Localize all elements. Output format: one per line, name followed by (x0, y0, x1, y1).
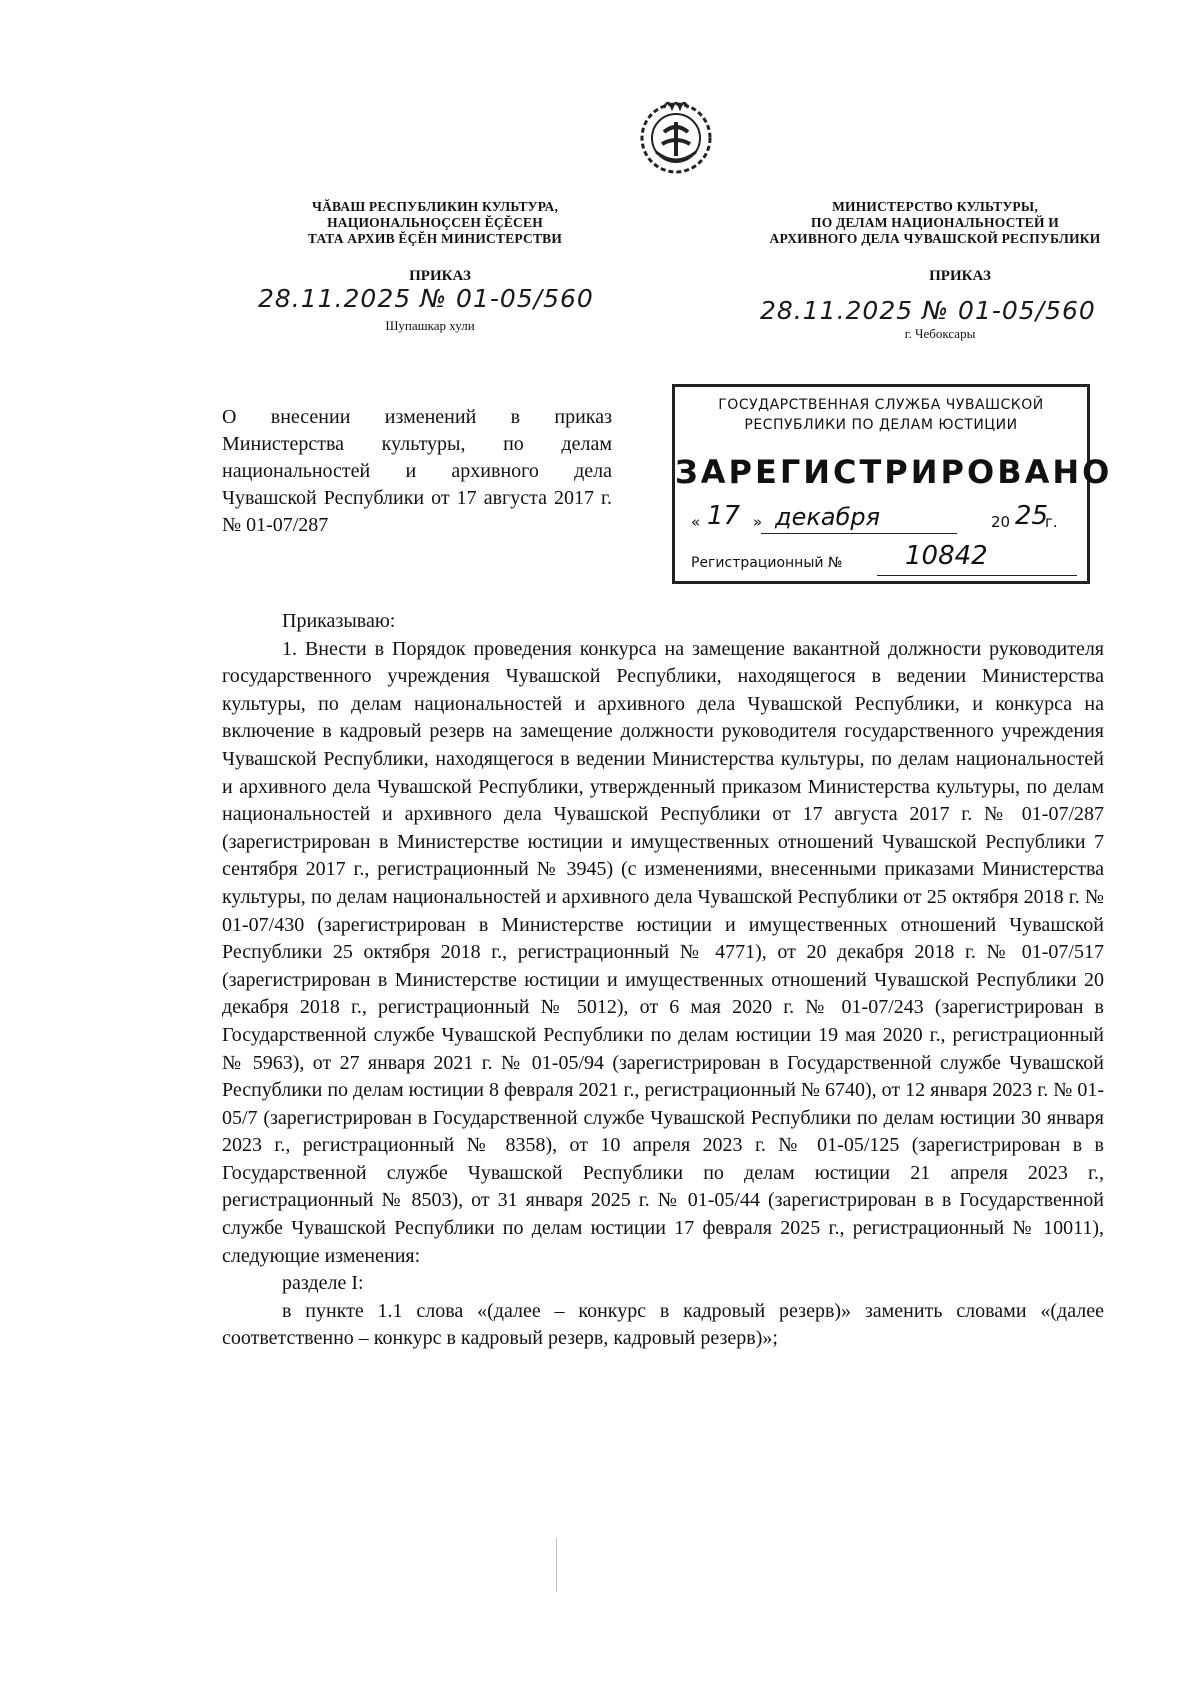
city-left: Шупашкар хули (385, 318, 475, 333)
stamp-month-handwritten: декабря (775, 503, 881, 531)
stamp-quote-open: « (691, 513, 701, 531)
document-body (222, 608, 1104, 1353)
stamp-day-handwritten: 17 (707, 501, 741, 531)
header-left-line: НАЦИОНАЛЬНОÇСЕН ĔÇĔСЕН (327, 215, 543, 230)
stamp-reg-number-handwritten: 10842 (905, 541, 988, 571)
header-right-line: АРХИВНОГО ДЕЛА ЧУВАШСКОЙ РЕСПУБЛИКИ (769, 231, 1101, 246)
header-left-line: ТАТА АРХИВ ĔÇĔН МИНИСТЕРСТВИ (307, 231, 563, 246)
stamp-authority-line1: ГОСУДАРСТВЕННАЯ СЛУЖБА ЧУВАШСКОЙ (718, 397, 1044, 413)
registration-stamp (672, 384, 1113, 584)
stamp-date-underline (761, 533, 957, 534)
paragraph-amendment: в пункте 1.1 слова «(далее – конкурс в кадровый резерв)» заменить словами «(далее соответственно – конкурс в кадровый резерв, кадровый резерв)»; (222, 1299, 1104, 1350)
stamp-authority-line2: РЕСПУБЛИКИ ПО ДЕЛАМ ЮСТИЦИИ (744, 417, 1018, 433)
city-right: г. Чебоксары (904, 326, 976, 341)
stamp-reg-underline (877, 575, 1077, 576)
stamp-year-suffix: г. (1045, 513, 1058, 531)
order-subject: О внесении изменений в приказ Министерства культуры, по делам национальностей и архивного дела Чувашской Республики от 17 августа 2017 г. № 01-07/287 (222, 406, 612, 536)
header-right-line: ПО ДЕЛАМ НАЦИОНАЛЬНОСТЕЙ И (811, 215, 1059, 230)
header-left-line: ЧĂВАШ РЕСПУБЛИКИН КУЛЬТУРА, (311, 199, 559, 214)
header-right-line: МИНИСТЕРСТВО КУЛЬТУРЫ, (832, 199, 1038, 214)
order-number-right-handwritten: 28.11.2025 № 01-05/560 (760, 296, 1096, 325)
paragraph-section-ref: разделе I: (282, 1272, 364, 1295)
order-number-left-handwritten: 28.11.2025 № 01-05/560 (258, 284, 594, 313)
order-directive: Приказываю: (282, 610, 396, 632)
scan-mark (556, 1538, 557, 1592)
stamp-quote-close: » (753, 513, 763, 531)
coat-of-arms-emblem (634, 92, 718, 176)
order-title-right: ПРИКАЗ (929, 268, 991, 284)
stamp-date (691, 501, 1081, 541)
order-title-left: ПРИКАЗ (409, 268, 471, 284)
stamp-reg-label: Регистрационный № (691, 555, 843, 571)
paragraph-1: 1. Внести в Порядок проведения конкурса на замещение вакантной должности руководителя государственного учреждения Чувашской Республики, находящегося в ведении Министерства культуры, по делам национальностей и архивного дела Чувашской Республики, и конкурса на включение в кадровый резерв на замещение должности руководителя государственного учреждения Чувашской Республики, находящегося в ведении Министерства культуры, по делам национальностей и архивного дела Чувашской Республики, утвержденный приказом Министерства культуры, по делам национальностей и архивного дела Чувашской Республики от 17 августа 2017 г. № 01-07/287 (зарегистрирован в Министерстве юстиции и имущественных отношений Чувашской Республики 7 сентября 2017 г., регистрационный № 3945) (с изменениями, внесенными приказами Министерства культуры, по делам национальностей и архивного дела Чувашской Республики от 25 октября 2018 г. № 01-07/430 (зарегистрирован в Министерстве юстиции и имущественных отношений Чувашской Республики 25 октября 2018 г., регистрационный № 4771), от 20 декабря 2018 г. № 01-07/517 (зарегистрирован в Министерстве юстиции и имущественных отношений Чувашской Республики 20 декабря 2018 г., регистрационный № 5012), от 6 мая 2020 г. № 01-07/243 (зарегистрирован в Государственной службе Чувашской Республики по делам юстиции 19 мая 2020 г., регистрационный № 5963), от 27 января 2021 г. № 01-05/94 (зарегистрирован в Государственной службе Чувашской Республики по делам юстиции 8 февраля 2021 г., регистрационный № 6740), от 12 января 2023 г. № 01-05/7 (зарегистрирован в Государственной службе Чувашской Республики по делам юстиции 30 января 2023 г., регистрационный № 8358), от 10 апреля 2023 г. № 01-05/125 (зарегистрирован в в Государственной службе Чувашской Республики по делам юстиции 21 апреля 2023 г., регистрационный № 8503), от 31 января 2025 г. № 01-05/44 (зарегистрирован в в Государственной службе Чувашской Республики по делам юстиции 17 февраля 2025 г., регистрационный № 10011), следующие изменения: (222, 637, 1104, 1267)
stamp-year-handwritten: 25 (1015, 501, 1049, 531)
stamp-registered-label: ЗАРЕГИСТРИРОВАНО (675, 453, 1113, 491)
stamp-year-prefix: 20 (991, 513, 1011, 531)
header-left-ministry-name (270, 199, 600, 247)
header-right-ministry-name (745, 199, 1125, 247)
